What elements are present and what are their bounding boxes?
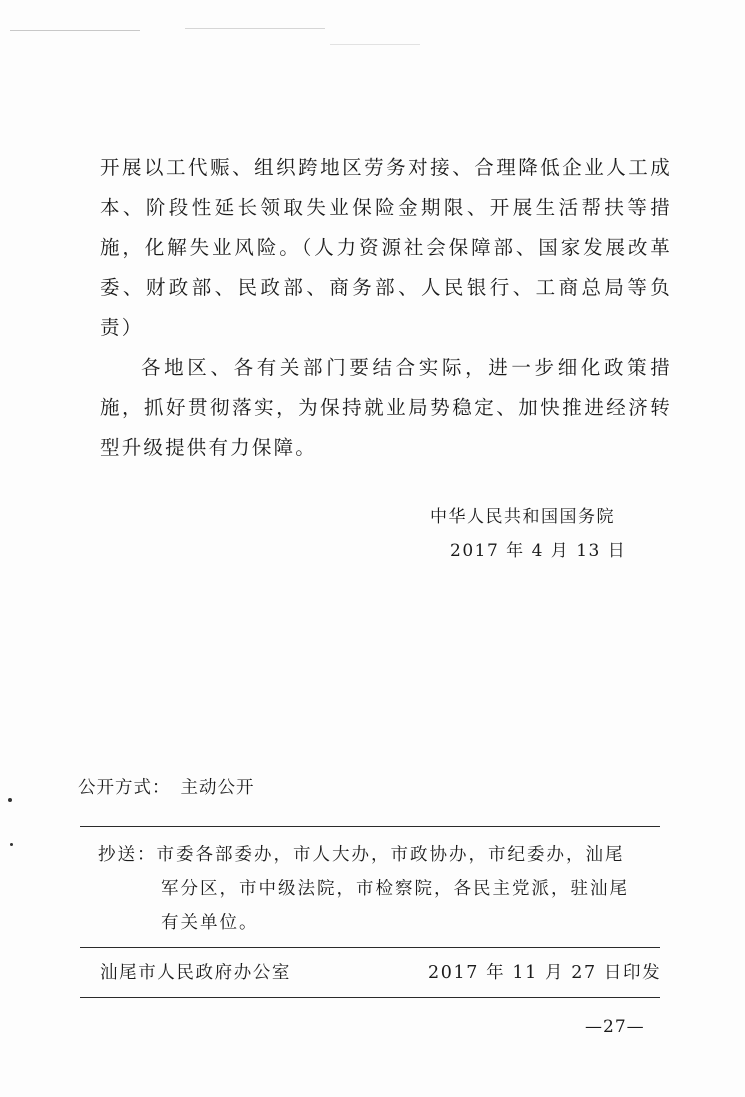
disclosure-line (78, 774, 255, 799)
paragraph-continued: 开展以工代赈、组织跨地区劳务对接、合理降低企业人工成本、阶段性延长领取失业保险金期限、开展生活帮扶等措施，化解失业风险。（人力资源社会保障部、国家发展改革委、财政部、民政部、商务部、人民银行、工商总局等负责） (100, 156, 672, 339)
cc-recipients-1: 市委各部委办，市人大办，市政协办，市纪委办，汕尾 (156, 845, 625, 865)
disclosure-value: 主动公开 (180, 778, 255, 798)
scan-artifact (10, 30, 140, 31)
cc-block (98, 838, 670, 940)
scan-dot (10, 843, 13, 846)
cc-line-3: 有关单位。 (161, 913, 259, 933)
page-number: —27— (585, 1017, 645, 1037)
paragraph-closing: 各地区、各有关部门要结合实际，进一步细化政策措施，抓好贯彻落实，为保持就业局势稳定、加快推进经济转型升级提供有力保障。 (100, 356, 672, 459)
divider-bottom (80, 997, 660, 998)
cc-line-1 (98, 838, 670, 872)
body-text (100, 148, 672, 468)
issuer-office: 汕尾市人民政府办公室 (100, 963, 291, 983)
cc-label: 抄送： (98, 845, 157, 865)
print-date: 2017 年 11 月 27 日印发 (428, 963, 662, 983)
disclosure-label: 公开方式： (78, 778, 171, 798)
cc-line-2: 军分区，市中级法院，市检察院，各民主党派，驻汕尾 (161, 879, 629, 899)
divider-top (80, 826, 660, 827)
signature-org: 中华人民共和国国务院 (430, 507, 615, 527)
scan-dot (8, 798, 12, 802)
divider-middle (80, 947, 660, 948)
scan-artifact (185, 28, 325, 29)
signature-date: 2017 年 4 月 13 日 (450, 541, 627, 561)
scan-artifact (330, 44, 420, 45)
signature-block (430, 500, 626, 568)
